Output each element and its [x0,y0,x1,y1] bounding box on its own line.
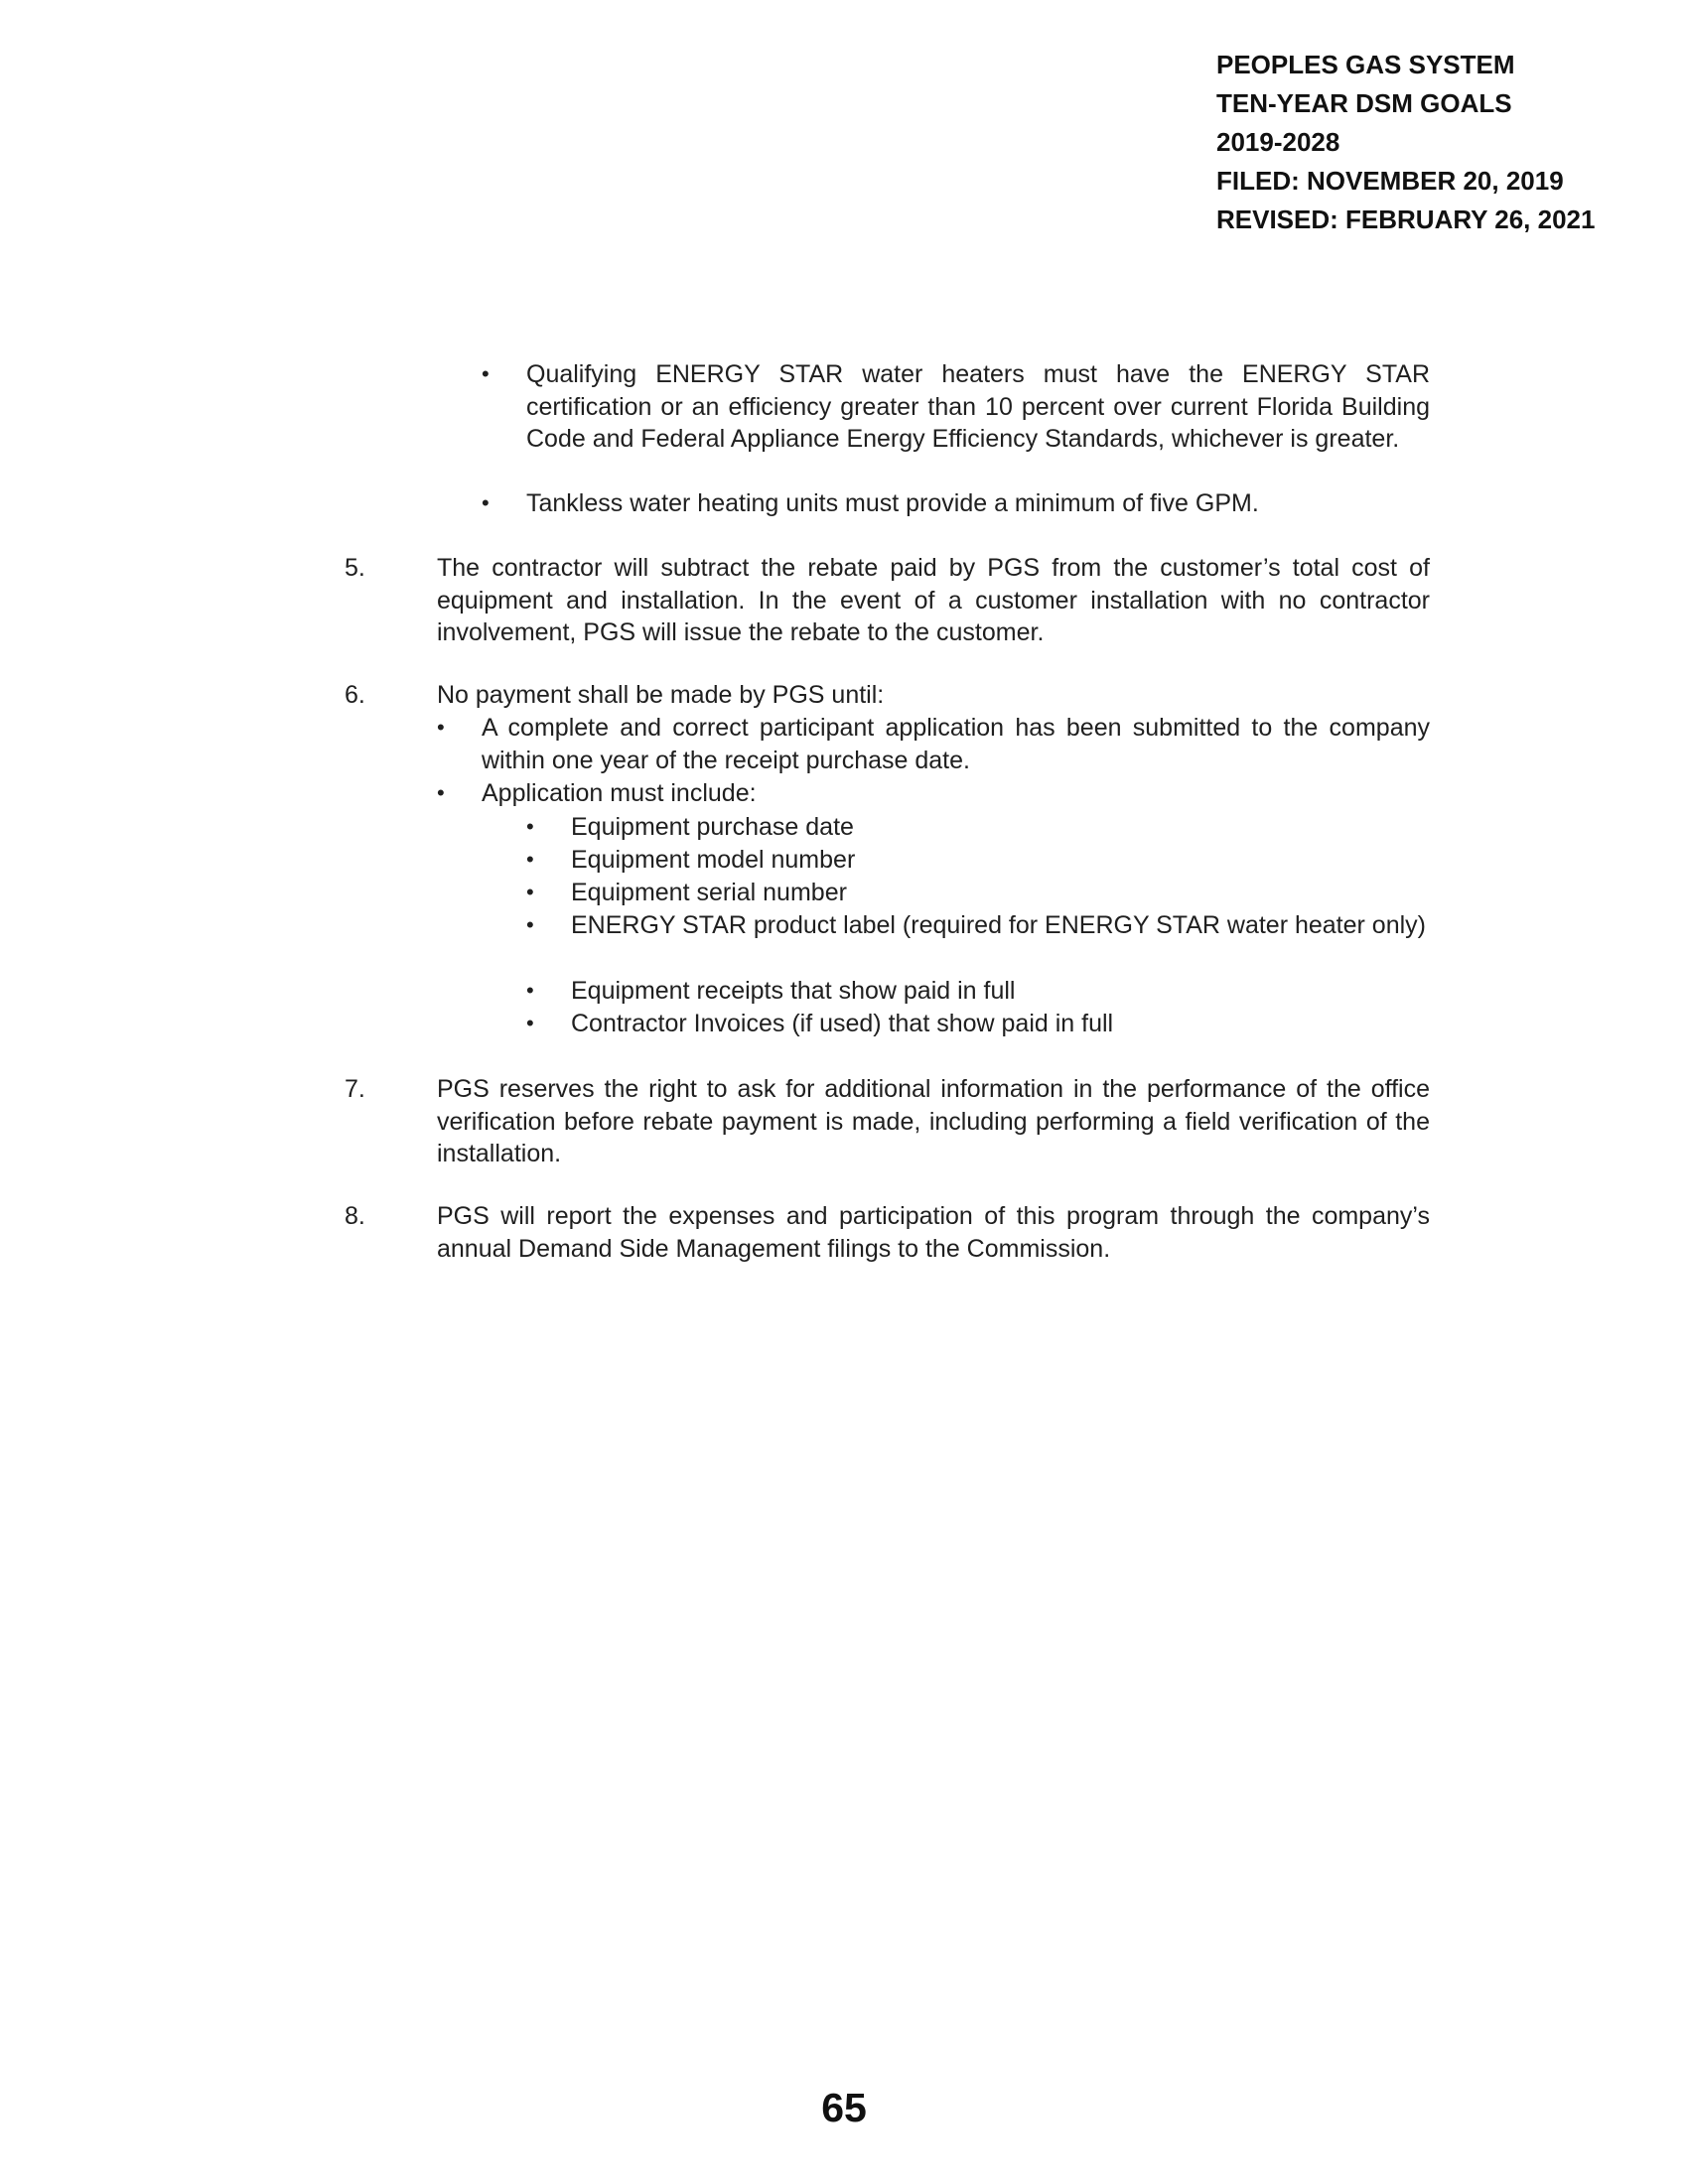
bullet-glyph: • [482,361,490,386]
sub-bullet-receipts: Equipment receipts that show paid in full [571,977,1016,1005]
item-text: No payment shall be made by PGS until: [437,681,885,709]
bullet-glyph: • [526,814,534,839]
bullet-glyph: • [526,912,534,937]
bullet-complete-application: A complete and correct participant application has been submitted to the company within one year of the receipt purchase date. [482,714,1430,774]
bullet-glyph: • [526,847,534,872]
bullet-application-requirements: Application must include: [482,779,757,807]
sub-bullet-serial-number: Equipment serial number [571,879,847,906]
header-company: PEOPLES GAS SYSTEM [1216,50,1515,79]
item-text: PGS reserves the right to ask for additional information in the performance of the office verification before rebate payment is made, including performing a field verification of the installation. [437,1075,1430,1167]
header-revised-date: REVISED: FEBRUARY 26, 2021 [1216,205,1596,234]
item-text: The contractor will subtract the rebate paid by PGS from the customer’s total cost of equipment and installation. In the event of a customer installation with no contractor involvement, PGS will issue the rebate to the customer. [437,554,1430,646]
page-number: 65 [821,2085,867,2130]
item-number: 6. [345,681,365,709]
sub-bullet-contractor-invoices: Contractor Invoices (if used) that show paid in full [571,1010,1114,1037]
item-number: 7. [345,1075,365,1103]
bullet-glyph: • [526,880,534,904]
sub-bullet-purchase-date: Equipment purchase date [571,813,854,841]
bullet-glyph: • [437,780,445,805]
item-number: 5. [345,554,365,582]
item-number: 8. [345,1202,365,1230]
bullet-glyph: • [482,490,490,515]
bullet-glyph: • [437,715,445,740]
bullet-energy-star-qualification: Qualifying ENERGY STAR water heaters must have the ENERGY STAR certification or an efficiency greater than 10 percent over current Florida Building Code and Federal Appliance Energy Efficiency Standards, whichever is greater. [526,360,1430,453]
sub-bullet-model-number: Equipment model number [571,846,856,874]
item-text: PGS will report the expenses and participation of this program through the company’s annual Demand Side Management filings to the Commission. [437,1202,1430,1263]
header-filed-date: FILED: NOVEMBER 20, 2019 [1216,166,1564,196]
header-title: TEN-YEAR DSM GOALS [1216,88,1512,118]
bullet-glyph: • [526,1011,534,1035]
header-years: 2019-2028 [1216,127,1340,157]
document-header [1216,46,1673,239]
bullet-glyph: • [526,978,534,1003]
bullet-tankless-gpm: Tankless water heating units must provide a minimum of five GPM. [526,489,1259,517]
sub-bullet-product-label: ENERGY STAR product label (required for ENERGY STAR water heater only) [571,911,1426,939]
